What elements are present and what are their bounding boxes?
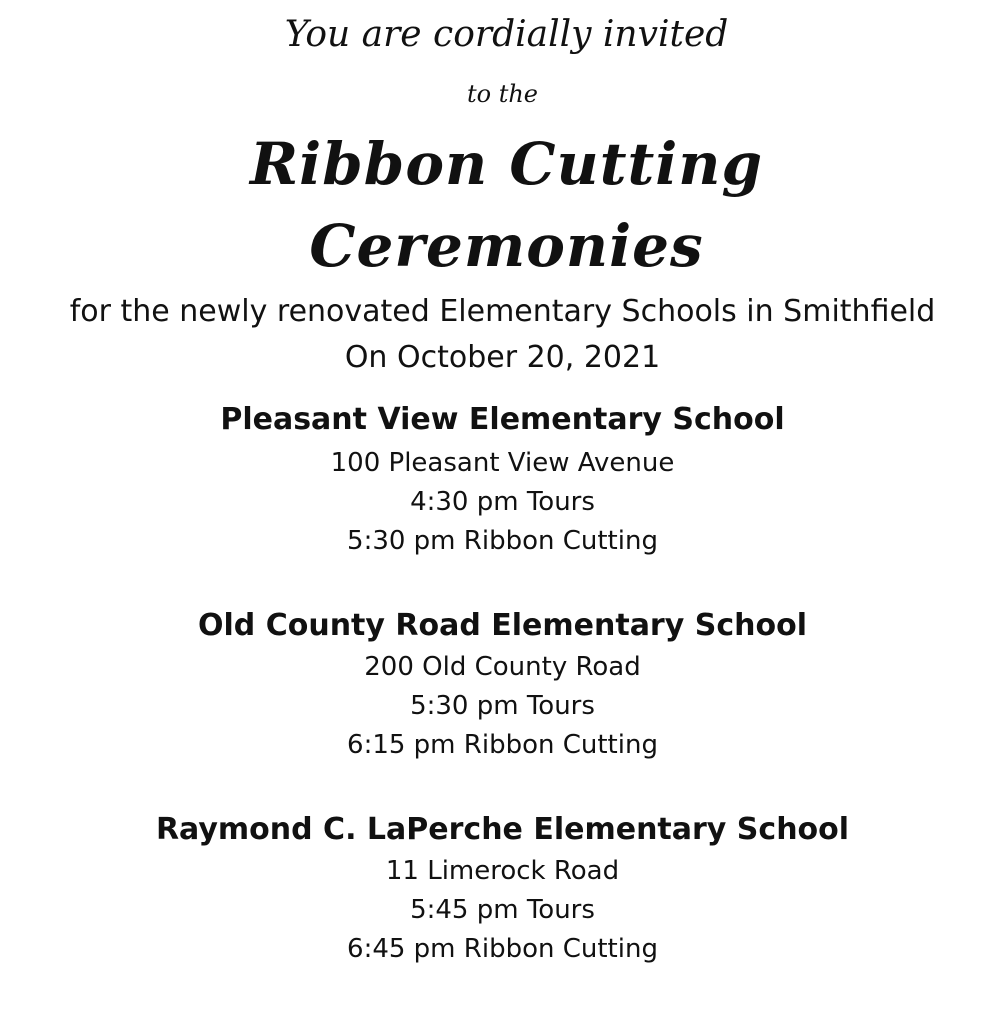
- subtitle: for the newly renovated Elementary Schools in Smithfield: [69, 294, 936, 329]
- school-ribbon-time: 6:45 pm Ribbon Cutting: [347, 934, 658, 964]
- school-name: Raymond C. LaPerche Elementary School: [155, 812, 850, 847]
- school-address: 11 Limerock Road: [385, 856, 620, 886]
- school-tours-time: 5:45 pm Tours: [410, 895, 595, 925]
- title-line-2: Ceremonies: [309, 212, 704, 280]
- school-ribbon-time: 6:15 pm Ribbon Cutting: [347, 730, 658, 760]
- school-address: 100 Pleasant View Avenue: [330, 448, 675, 478]
- school-name: Pleasant View Elementary School: [220, 402, 785, 437]
- invite-line-2: to the: [466, 80, 539, 108]
- school-tours-time: 4:30 pm Tours: [410, 487, 595, 517]
- school-tours-time: 5:30 pm Tours: [410, 691, 595, 721]
- title-line-1: Ribbon Cutting: [249, 130, 764, 198]
- event-date: On October 20, 2021: [344, 340, 661, 375]
- invite-line-1: You are cordially invited: [284, 14, 729, 55]
- school-name: Old County Road Elementary School: [198, 608, 807, 643]
- school-address: 200 Old County Road: [364, 652, 641, 682]
- school-ribbon-time: 5:30 pm Ribbon Cutting: [347, 526, 658, 556]
